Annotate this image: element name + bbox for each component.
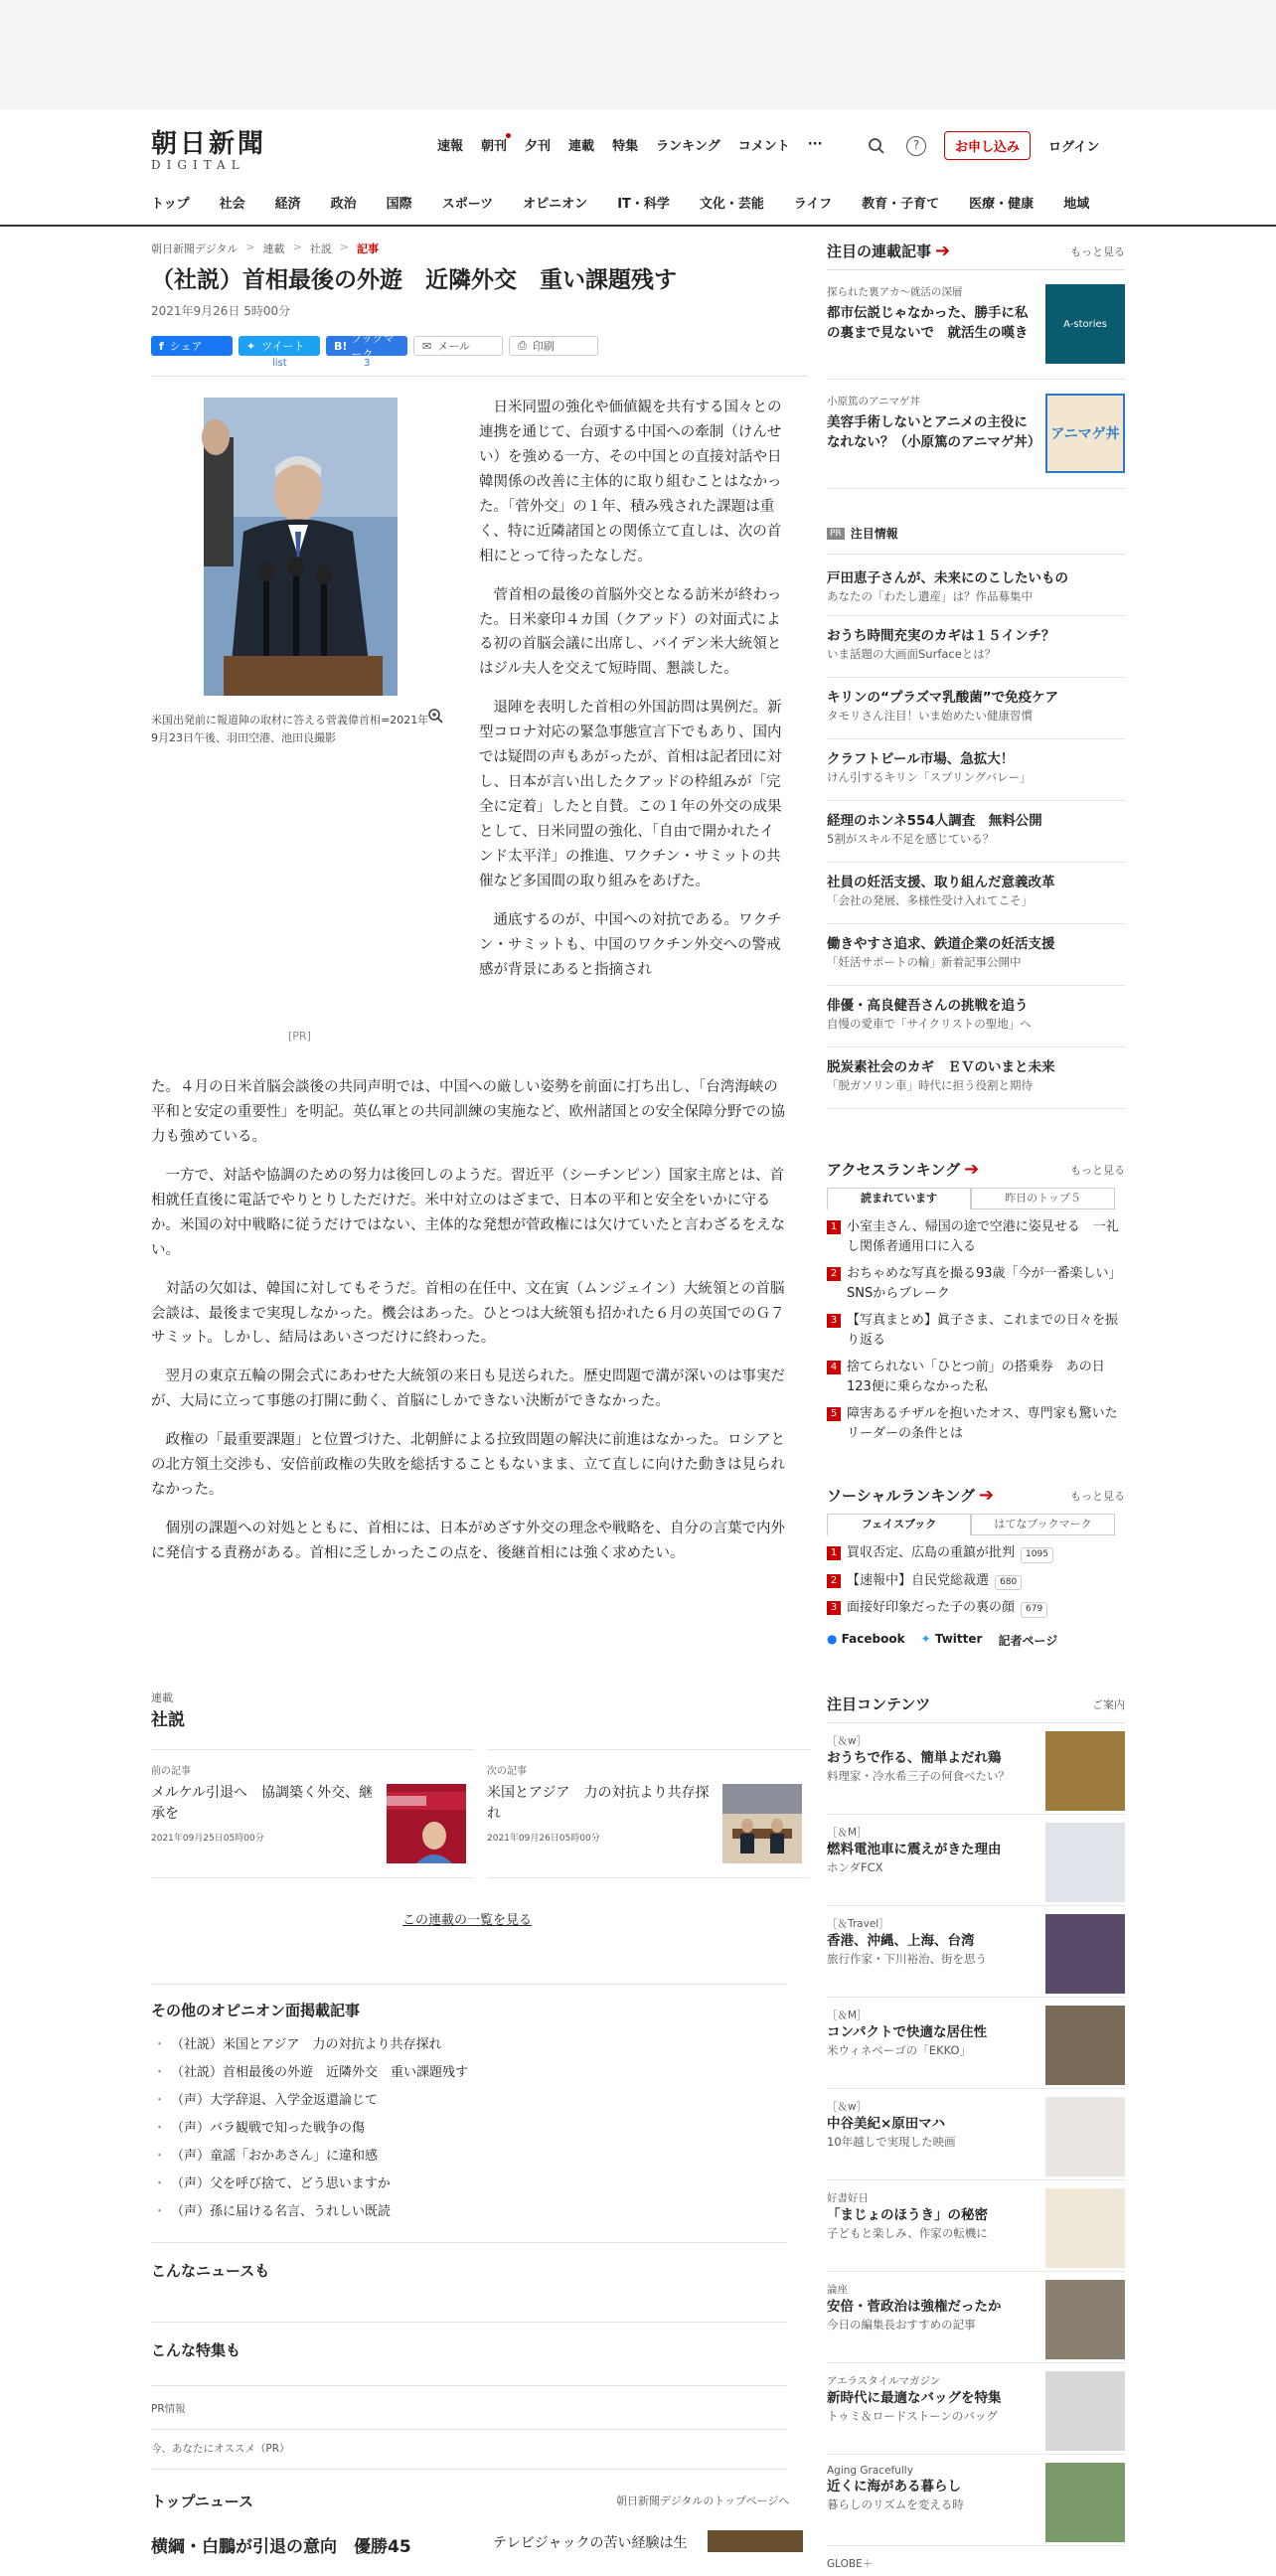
list-item[interactable]: 3 面接好印象だった子の裏の顔 679 [827,1598,1125,1618]
list-item[interactable]: 4 捨てられない「ひとつ前」の搭乗券 あの日123便に乗らなかった私 [827,1358,1125,1396]
pr-badge: PR [827,528,845,540]
paragraph-2: 菅首相の最後の首脳外交となる訪米が終わった。日米豪印４カ国（クアッド）の対面式による初の首脳会議に出席し、バイデン米大統領とはジル夫人を交えて短時間、懇談した。 [479,586,782,678]
contents-title: 注目コンテンツ [827,1695,931,1713]
article-body-full [151,1075,787,1580]
pr-label: [PR] [288,1030,311,1043]
section-news-title: こんなニュースも [151,2262,270,2280]
logo-sub: DIGITAL [151,158,245,172]
list-item[interactable]: ［＆w］ 中谷美紀×原田マハ 10年越しで実現した映画 [827,2089,1125,2180]
list-item[interactable]: 3 【写真まとめ】眞子さま、これまでの日々を振り返る [827,1311,1125,1350]
article-body-column [479,396,787,997]
cat-health[interactable]: 医療・健康 [969,197,1035,212]
sidebar-access-ranking [827,1159,1131,1443]
twitter-share-button[interactable]: ✦ ツイート [239,336,320,356]
tab-hatena[interactable]: はてなブックマーク [971,1514,1115,1535]
facebook-link[interactable]: ● Facebook [827,1631,905,1646]
top-news-headline[interactable]: 横綱・白鵬が引退の意向 優勝45 [151,2537,411,2557]
top-ad-band [0,0,1276,109]
list-item[interactable]: 小原篤のアニマゲ丼 美容手術しないとアニメの主役になれない？（小原篤のアニマゲ丼） アニマゲ丼 [827,380,1125,489]
prev-title[interactable]: メルケル引退へ 協調築く外交、継承を [151,1785,374,1822]
list-item[interactable]: 2 【速報中】自民党総裁選 680 [827,1571,1125,1591]
top-page-link[interactable]: 朝日新聞デジタルのトップページへ [616,2495,790,2507]
mail-button[interactable]: ✉ メール [413,336,503,356]
divider [151,2322,787,2323]
header-nav [437,135,841,154]
prev-article[interactable] [151,1749,474,1878]
series-title[interactable]: 社説 [151,1710,185,1730]
cat-local[interactable]: 地域 [1063,197,1090,212]
article-date: 2021年9月26日 5時00分 [151,304,291,318]
list-item[interactable]: ・ （声）大学辞退、入学金返還論じて [151,2087,787,2115]
divider [151,2242,787,2243]
a-stories-thumbnail[interactable]: A-stories [1045,284,1125,364]
pr-title: 注目情報 [850,527,898,541]
cat-opinion[interactable]: オピニオン [523,197,588,212]
list-item[interactable]: 論座 安倍・菅政治は強権だったか 今日の編集長おすすめの記事 [827,2272,1125,2363]
cat-economy[interactable]: 経済 [274,197,301,212]
list-item[interactable]: 2 おちゃめな写真を撮る93歳「今が一番楽しい」 SNSからブレーク [827,1264,1125,1303]
thumbnail[interactable] [1045,2006,1125,2085]
thumbnail[interactable] [1045,1823,1125,1902]
sidebar-pr [827,525,1125,1109]
print-button[interactable]: ⎙ 印刷 [509,336,598,356]
photo-caption: 米国出発前に報道陣の取材に答える菅義偉首相=2021年9月23日午後、羽田空港、池田良撮影 [151,714,429,744]
next-date: 2021年09月26日05時00分 [487,1834,600,1844]
crumb-current: 記事 [357,242,379,255]
thumbnail[interactable] [1045,2280,1125,2359]
top-news-title: トップニュース [151,2493,254,2510]
thumbnail[interactable] [1045,2371,1125,2451]
list-item[interactable]: ［＆w］ おうちで作る、簡単よだれ鶏 料理家・冷水希三子の何食べたい？ [827,1723,1125,1815]
thumbnail[interactable] [1045,1914,1125,1994]
list-item[interactable]: 5 障害あるチザルを抱いたオス、専門家も驚いた リーダーの条件とは [827,1404,1125,1443]
next-article[interactable] [487,1749,810,1878]
list-item[interactable]: ・ （声）孫に届ける名言、うれしい既読 [151,2198,787,2226]
search-icon[interactable] [865,134,888,158]
paragraph-6: 対話の欠如は、韓国に対してもそうだ。首相の在任中、文在寅（ムンジェイン）大統領との首脳会談は、最後まで実現しなかった。機会はあった。ひとつは大統領も招かれた６月の英国でのＧ７サミット。しかし、結局はあいさつだけに終わった。 [151,1280,785,1347]
list-item[interactable]: 経理のホンネ554人調査 無料公開 5割がスキル不足を感じている？ [827,801,1125,863]
list-item[interactable]: 好書好日 「まじょのほうき」の秘密 子どもと楽しみ、作家の転機に [827,2180,1125,2272]
list-item[interactable]: 戸田恵子さんが、未来にのこしたいもの あなたの「わたし遺産」は？作品募集中 [827,555,1125,616]
contents-guide-link[interactable]: ご案内 [1092,1697,1125,1711]
divider [151,2429,787,2430]
list-item[interactable]: ・ （声）バラ観戦で知った戦争の傷 [151,2115,787,2143]
top-news-item[interactable]: テレビジャックの苦い経験は生 [493,2535,688,2551]
subscribe-button[interactable]: お申し込み [944,131,1031,160]
paragraph-5: 一方で、対話や協調のための努力は後回しのようだ。習近平（シーチンピン）国家主席とは、首相就任直後に電話でやりとりしただけだ。米中対立のはざまで、日本の平和と安全をいかに守るか。米国の対中戦略に従うだけではない、主体的な発想が菅政権には欠けていたと言わざるをえない。 [151,1167,785,1258]
nav-ranking[interactable]: ランキング [656,139,720,154]
next-thumbnail[interactable] [722,1784,802,1863]
list-item[interactable]: 脱炭素社会のカギ ＥＶのいまと未来 「脱ガソリン車」時代に担う役割と期待 [827,1047,1125,1109]
cat-international[interactable]: 国際 [386,197,412,212]
help-icon[interactable]: ? [906,136,926,156]
cat-culture[interactable]: 文化・芸能 [699,197,764,212]
cat-sports[interactable]: スポーツ [441,197,494,212]
thumbnail[interactable] [1045,1731,1125,1811]
divider [151,1984,787,1985]
social-more-link[interactable]: もっと見る [1070,1489,1125,1503]
list-item[interactable]: キリンの“プラズマ乳酸菌”で免疫ケア タモリさん注目！いま始めたい健康習慣 [827,678,1125,739]
divider [151,2469,787,2470]
hatena-bookmark-button[interactable]: B! ブックマーク [326,336,407,356]
header-tools [865,131,1099,160]
list-item[interactable]: ・ （声）父を呼び捨て、どう思いますか [151,2171,787,2198]
access-tabs [827,1188,1125,1209]
cat-society[interactable]: 社会 [219,197,245,212]
list-item[interactable]: アエラスタイルマガジン 新時代に最適なバッグを特集 トゥミ＆ロードストーンのバッグ [827,2363,1125,2455]
crumb-home[interactable]: 朝日新聞デジタル [151,242,239,255]
article-title: （社説）首相最後の外遊 近隣外交 重い課題残す [151,267,677,293]
list-item[interactable]: GLOBE＋ [827,2558,874,2570]
cat-life[interactable]: ライフ [793,197,833,212]
thumbnail[interactable] [1045,2463,1125,2542]
pr-info-label: PR情報 [151,2403,186,2415]
prev-thumbnail[interactable] [387,1784,466,1863]
list-item[interactable]: ［＆M］ 燃料電池車に震えがきた理由 ホンダFCX [827,1815,1125,1906]
more-menu-icon[interactable]: ··· [807,137,823,152]
featured-more-link[interactable]: もっと見る [1070,244,1125,258]
thumbnail[interactable] [1045,2097,1125,2176]
twitter-link[interactable]: ✦ Twitter [920,1631,983,1646]
list-item[interactable]: 探られた裏アカ～就活の深層 都市伝説じゃなかった、勝手に私の裏まで見ないで 就活生の嘆き A-stories [827,270,1125,380]
paragraph-7: 翌月の東京五輪の開会式にあわせた大統領の来日も見送られた。歴史問題で溝が深いのは事実だが、大局に立って事態の打開に動く、首脳にしかできない決断ができなかった。 [151,1368,785,1410]
list-item[interactable]: おうち時間充実のカギは１５インチ？ いま話題の大画面Surfaceとは？ [827,616,1125,678]
logo-text: 朝日新聞 [151,129,267,159]
section-features-title: こんな特集も [151,2341,241,2359]
twitter-count[interactable]: list [272,358,287,369]
paragraph-1: 日米同盟の強化や価値観を共有する国々との連携を通じて、台頭する中国への牽制（けんせい）を強める一方、その中国との直接対話や日韓関係の改善に主体的に取り組むことはなかった。「菅外交」の１年、積み残された課題は重く、特に近隣諸国との関係立て直しは、次の首相にとって待ったなしだ。 [479,400,782,564]
access-more-link[interactable]: もっと見る [1070,1163,1125,1177]
divider [151,2385,787,2386]
divider [151,376,807,377]
list-item[interactable]: ・ （社説）首相最後の外遊 近隣外交 重い課題残す [151,2059,787,2087]
series-label: 連載 [151,1691,173,1704]
nav-choukan[interactable]: 朝刊 [481,135,507,154]
nav-yuukan[interactable]: 夕刊 [525,139,552,154]
nav-comment[interactable]: コメント [737,139,790,154]
article-photo[interactable] [204,398,398,696]
paragraph-8: 政権の「最重要課題」と位置づけた、北朝鮮による拉致問題の解決に前進はなかった。ロシアとの北方領土交渉も、安倍前政権の失敗を総括することもないまま、立て直しに向けた動きは見られなかった。 [151,1432,785,1499]
list-item[interactable]: 俳優・高良健吾さんの挑戦を追う 自慢の愛車で「サイクリストの聖地」へ [827,986,1125,1047]
thumbnail[interactable] [1045,2188,1125,2268]
sidebar-contents [827,1693,1125,2576]
facebook-share-button[interactable]: f シェア [151,336,233,356]
paragraph-9: 個別の課題への対処とともに、首相には、日本がめざす外交の理念や戦略を、自分の言葉で内外に発信する責務がある。首相に乏しかったこの点を、後継首相には強く求めたい。 [151,1521,785,1561]
cat-top[interactable]: トップ [151,197,190,212]
featured-title[interactable]: 注目の連載記事 ➔ [827,241,951,261]
nav-rensai[interactable]: 連載 [568,139,595,154]
paragraph-4a: 通底するのが、中国への対抗である。ワクチン・サミットも、中国のワクチン外交への警戒感が背景にあると指摘され [479,911,782,978]
list-item[interactable]: ［＆Travel］ 香港、沖縄、上海、台湾 旅行作家・下川裕治、街を思う [827,1906,1125,1998]
sidebar-featured [827,241,1125,489]
crumb-shasetsu[interactable]: 社説 [309,242,332,255]
sidebar-social-ranking [827,1485,1125,1649]
list-item[interactable]: クラフトビール市場、急拡大！ けん引するキリン「スプリングバレー」 [827,739,1125,801]
social-ranking-title[interactable]: ソーシャルランキング ➔ [827,1485,995,1506]
hatena-count[interactable]: 3 [364,358,371,369]
list-item[interactable]: 働きやすさ追求、鉄道企業の妊活支援 「妊活サポートの輪」新着記事公開中 [827,924,1125,986]
paragraph-3: 退陣を表明した首相の外国訪問は異例だ。新型コロナ対応の緊急事態宣言下でもあり、国内では疑問の声もあがったが、首相は記者団に対し、日本が言い出したクアッドの枠組みが「完全に定着」したと自賛。この１年の外交の成果として、日米同盟の強化、「自由で開かれたインド太平洋」の推進、ワクチン・サミットの共催など多国間の取り組みをあげた。 [479,700,782,889]
prev-date: 2021年09月25日05時00分 [151,1834,264,1844]
tab-facebook[interactable]: フェイスブック [827,1514,971,1535]
site-header [0,109,1276,227]
cat-politics[interactable]: 政治 [330,197,357,212]
access-ranking-title[interactable]: アクセスランキング ➔ [827,1159,980,1180]
animage-thumbnail[interactable]: アニマゲ丼 [1045,394,1125,473]
tab-yesterday-top5[interactable]: 昨日のトップ５ [971,1188,1115,1209]
breadcrumb: 朝日新聞デジタル > 連載 > 社説 > 記事 [151,241,379,255]
login-link[interactable]: ログイン [1048,140,1100,155]
social-footer [827,1632,1125,1649]
cat-education[interactable]: 教育・子育て [862,197,940,212]
prev-label: 前の記事 [151,1766,191,1777]
category-nav [151,193,1119,212]
recommend-label: 今、あなたにオススメ（PR） [151,2443,290,2455]
site-logo[interactable] [151,123,290,172]
nav-tokushu[interactable]: 特集 [612,139,639,154]
opinion-list [151,2031,787,2226]
list-item[interactable]: ［＆M］ コンパクトで快適な居住性 米ウィネベーゴの「EKKO」 [827,1998,1125,2089]
list-item[interactable]: 1 買収否定、広島の重鎮が批判 1095 [827,1543,1125,1563]
list-item[interactable]: 1 小室圭さん、帰国の途で空港に姿見せる 一礼し関係者通用口に入る [827,1217,1125,1256]
reporter-page-link[interactable]: 記者ページ [998,1633,1058,1648]
list-item[interactable]: ・ （声）童謡「おかあさん」に違和感 [151,2143,787,2171]
next-label: 次の記事 [487,1766,527,1777]
tab-most-read[interactable]: 読まれています [827,1188,971,1209]
share-bar [151,332,598,369]
prev-next-articles [151,1749,807,1878]
list-item[interactable]: Aging Gracefully 近くに海がある暮らし 暮らしのリズムを変える時 [827,2455,1125,2546]
list-item[interactable]: ・ （社説）米国とアジア 力の対抗より共存探れ [151,2031,787,2059]
social-tabs [827,1514,1125,1535]
opinion-title: その他のオピニオン面掲載記事 [151,2002,361,2019]
list-item[interactable]: 社員の妊活支援、取り組んだ意義改革 「会社の発展、多様性受け入れてこそ」 [827,863,1125,924]
cat-it[interactable]: IT・科学 [617,197,670,212]
next-title[interactable]: 米国とアジア 力の対抗より共存探れ [487,1785,710,1822]
zoom-icon[interactable] [427,708,445,729]
paragraph-4b: た。４月の日米首脳会談後の共同声明では、中国への厳しい姿勢を前面に打ち出し、「台湾海峡の平和と安定の重要性」を明記。英仏軍との共同訓練の実施など、欧州諸国との安全保障分野での協力も強めている。 [151,1079,785,1145]
nav-sokuho[interactable]: 速報 [437,139,464,154]
series-list-link[interactable]: この連載の一覧を見る [402,1913,533,1928]
top-news-thumbnail[interactable] [708,2530,803,2552]
crumb-rensai[interactable]: 連載 [262,242,285,255]
